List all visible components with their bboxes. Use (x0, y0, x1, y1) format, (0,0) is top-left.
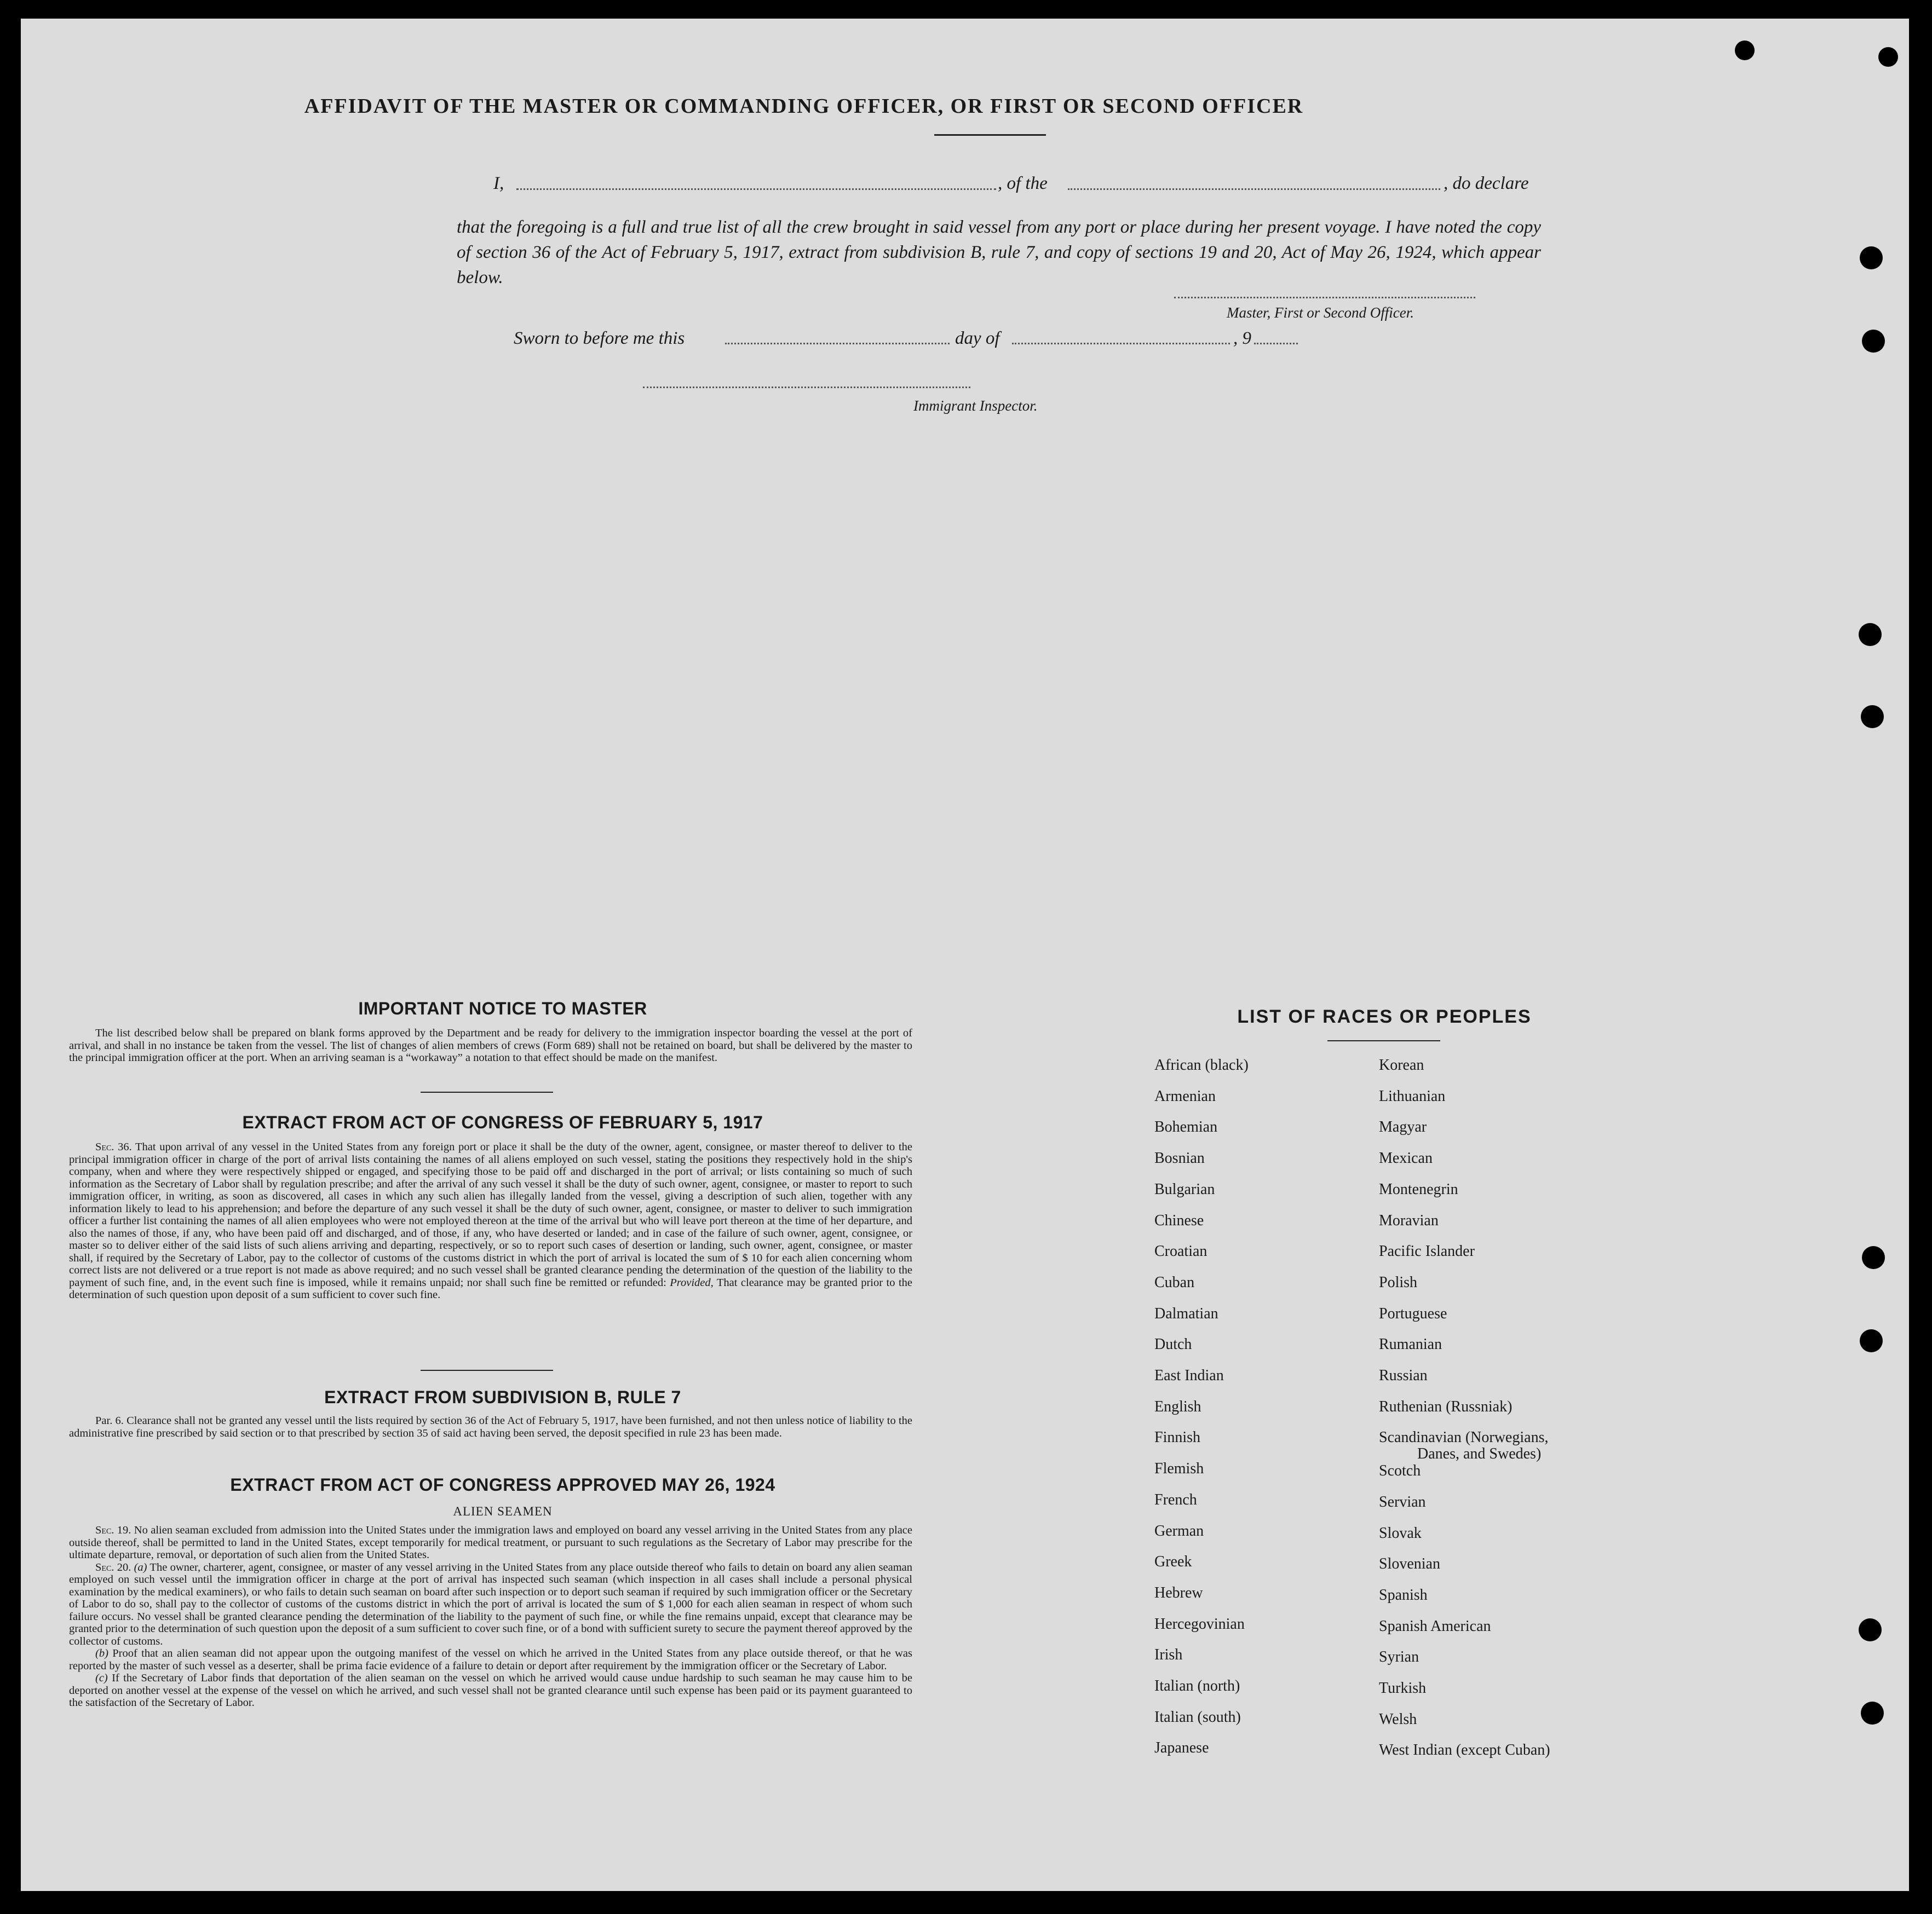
notice-title: IMPORTANT NOTICE TO MASTER (358, 999, 647, 1018)
race-item: Spanish (1379, 1586, 1428, 1604)
race-item: Lithuanian (1379, 1087, 1446, 1105)
race-item: Montenegrin (1379, 1180, 1458, 1198)
punch-hole (1862, 330, 1885, 353)
race-item: West Indian (except Cuban) (1379, 1742, 1550, 1759)
race-item: Finnish (1154, 1429, 1201, 1446)
race-item: Italian (north) (1154, 1677, 1240, 1694)
race-item: Spanish American (1379, 1617, 1491, 1635)
race-item: Polish (1379, 1273, 1418, 1291)
do-declare-label: , do declare (1444, 174, 1529, 193)
race-item: Irish (1154, 1646, 1183, 1664)
races-title: LIST OF RACES OR PEOPLES (1237, 1006, 1532, 1027)
race-item: Japanese (1154, 1739, 1209, 1757)
sworn-day-field[interactable] (725, 343, 950, 344)
race-item: Turkish (1379, 1680, 1427, 1697)
race-item: Scotch (1379, 1462, 1421, 1480)
punch-hole (1859, 623, 1882, 646)
race-item: Greek (1154, 1553, 1192, 1571)
race-item: Slovak (1379, 1524, 1422, 1542)
form-page (21, 19, 1909, 1891)
race-item: Armenian (1154, 1087, 1216, 1105)
races-title-underline (1327, 1040, 1440, 1041)
race-item: Magyar (1379, 1119, 1427, 1136)
extract-1917-text: Sec. 36. That upon arrival of any vessel in the United States from any foreign port or place it shall be the duty of the owner, agent, consignee, or master thereof to deliver to the principal immigration officer in charge of the port of arrival lists containing the names of all aliens employed on such vessel, stating the positions they respectively hold in the ship's company, when and where they were respectively shipped or engaged, and specifying those to be paid off and discharged in the port of arrival; or lists containing so much of such information as the Secretary of Labor shall by regulation prescribe; and after the arrival of any such vessel it shall be the duty of such owner, agent, consignee, or master to report to such immigration officer, in writing, as soon as discovered, all cases in which any such alien has illegally landed from the vessel, giving a description of such alien, together with any information likely to lead to his apprehension; and before the departure of any such vessel it shall be the duty of such owner, agent, consignee, or master to deliver to such immigration officer a further list containing the names of all alien employees who were not employed thereon at the time of the arrival but who will leave port thereon at the time of her departure, and also the names of those, if any, who have been paid off and discharged, and of those, if any, who have deserted or landed; and in case of the failure of such owner, agent, consignee, or master so to deliver either of the said lists of such aliens arriving and departing, respectively, or so to report such cases of desertion or landing, such owner, agent, consignee, or master shall, if required by the Secretary of Labor, pay to the collector of customs of the customs district in which the port of arrival is located the sum of $ 10 for each alien concerning whom correct lists are not delivered or a true report is not made as above required; and no such vessel shall be granted clearance pending the determination of the question of the liability to the payment of such fine, and, in the event such fine is imposed, while it remains unpaid; nor shall such fine be remitted or refunded: Provided, That clearance may be granted prior to the determination of such question upon deposit of a sum sufficient to cover such fine. (69, 1141, 912, 1301)
signature-label: Master, First or Second Officer. (1227, 304, 1414, 321)
declarant-label: I, (493, 174, 504, 193)
punch-hole (1878, 47, 1898, 67)
race-item: Bohemian (1154, 1119, 1218, 1136)
race-item: Mexican (1379, 1150, 1433, 1167)
punch-hole (1860, 246, 1883, 269)
sworn-label: Sworn to before me this (514, 328, 685, 348)
declarant-name-field[interactable] (516, 188, 996, 190)
extract-1924-text: Sec. 19. No alien seaman excluded from admission into the United States under the immigration laws and employed on board any vessel arriving in the United States from any place outside thereof, shall be permitted to land in the United States, except temporarily for medical treatment, or pursuant to such regulations as the Secretary of Labor may prescribe for the ultimate departure, removal, or deportation of such alien from the United States. Sec. 20. (a) The owner, charterer, agent, consignee, or master of any vessel arriving in the United States from any place outside thereof who fails to detain on board any alien seaman employed on such vessel until the immigration officer in charge at the port of arrival has inspected such seaman (which inspection in all cases shall include a personal physical examination by the medical examiners), or who fails to detain such seaman on board after such inspection or to deport such seaman if required by such immigration officer or the Secretary of Labor to do so, shall pay to the collector of customs of the customs district in which the port of arrival is located the sum of $ 1,000 for each alien seaman in respect of whom such failure occurs. No vessel shall be granted clearance pending the determination of the liability to the payment of such fine, or while the fine remains unpaid, except that clearance may be granted prior to the determination of such question upon the deposit of a sum sufficient to cover such fine, or of a bond with sufficient surety to secure the payment thereof approved by the collector of customs. (b) Proof that an alien seaman did not appear upon the outgoing manifest of the vessel on which he arrived in the United States from any place outside thereof, or that he was reported by the master of such vessel as a deserter, shall be prima facie evidence of a failure to detain or deport after requirement by the immigration officer or the Secretary of Labor. (c) If the Secretary of Labor finds that deportation of the alien seaman on the vessel on which he arrived would cause undue hardship to such seaman he may cause him to be deported on another vessel at the expense of the vessel on which he arrived, and such vessel shall not be granted clearance until such expense has been paid or its payment guaranteed to the satisfaction of the Secretary of Labor. (69, 1524, 913, 1709)
extract-1917-title: EXTRACT FROM ACT OF CONGRESS OF FEBRUARY 5, 1917 (242, 1112, 763, 1132)
punch-hole (1735, 41, 1755, 60)
inspector-label: Immigrant Inspector. (913, 397, 1038, 414)
vessel-name-field[interactable] (1068, 188, 1440, 190)
race-item: East Indian (1154, 1367, 1224, 1384)
race-item: Pacific Islander (1379, 1243, 1475, 1260)
race-item: Chinese (1154, 1212, 1204, 1229)
race-item: Croatian (1154, 1243, 1208, 1260)
race-item: African (black) (1154, 1057, 1249, 1074)
punch-hole (1862, 1246, 1885, 1269)
race-item: Slovenian (1379, 1555, 1440, 1573)
master-signature-field[interactable] (1174, 297, 1475, 298)
alien-seamen-subtitle: ALIEN SEAMEN (453, 1504, 553, 1518)
affidavit-body: that the foregoing is a full and true list of all the crew brought in said vessel from any port or place during her present voyage. I have noted the copy of section 36 of the Act of February 5, 1917, extract from subdivision B, rule 7, and copy of sections 19 and 20, Act of May 26, 1924, which appear below. (457, 217, 1541, 287)
race-item: Dutch (1154, 1336, 1192, 1353)
race-item: Flemish (1154, 1460, 1204, 1478)
punch-hole (1861, 705, 1884, 728)
extract-1924-title: EXTRACT FROM ACT OF CONGRESS APPROVED MAY 26, 1924 (230, 1475, 775, 1495)
race-item: Italian (south) (1154, 1708, 1241, 1726)
subdivision-b-title: EXTRACT FROM SUBDIVISION B, RULE 7 (324, 1387, 681, 1407)
race-item: Dalmatian (1154, 1305, 1218, 1322)
section-divider (421, 1370, 553, 1371)
day-of-label: day of (955, 328, 1000, 348)
notice-text: The list described below shall be prepared on blank forms approved by the Department and be ready for delivery to the immigration inspector boarding the vessel at the port of arrival, and shall in no instance be taken from the vessel. The list of changes of alien members of crews (Form 689) shall not be retained on board, but shall be delivered by the master to the principal immigration officer at the port. When an arriving seaman is a “workaway” a notation to that effect should be made on the manifest. (69, 1027, 912, 1064)
race-item: German (1154, 1522, 1204, 1540)
race-item: French (1154, 1491, 1197, 1508)
punch-hole (1861, 1702, 1884, 1725)
race-item: Portuguese (1379, 1305, 1447, 1322)
race-item: Hebrew (1154, 1584, 1203, 1601)
of-the-label: , of the (998, 174, 1048, 193)
inspector-signature-field[interactable] (643, 387, 970, 388)
race-item: Servian (1379, 1493, 1426, 1511)
sworn-month-field[interactable] (1012, 343, 1230, 344)
race-item: Syrian (1379, 1648, 1419, 1666)
title-underline (934, 134, 1046, 136)
race-item: English (1154, 1398, 1201, 1415)
sworn-year-prefix: , 9 (1233, 328, 1251, 348)
race-item: Welsh (1379, 1710, 1417, 1728)
punch-hole (1860, 1329, 1883, 1352)
race-item: Russian (1379, 1367, 1428, 1384)
race-item: Bosnian (1154, 1150, 1205, 1167)
race-item: Hercegovinian (1154, 1615, 1245, 1633)
race-item: Rumanian (1379, 1336, 1442, 1353)
race-item: Moravian (1379, 1212, 1439, 1229)
section-label: Sec. 36. (95, 1141, 132, 1153)
race-item: Bulgarian (1154, 1180, 1215, 1198)
punch-hole (1859, 1618, 1882, 1641)
race-item: Scandinavian (Norwegians, (1379, 1429, 1549, 1446)
race-item: Cuban (1154, 1273, 1195, 1291)
section-divider (421, 1092, 553, 1093)
subdivision-b-text: Par. 6. Clearance shall not be granted any vessel until the lists required by section 36 of the Act of February 5, 1917, have been furnished, and not then unless notice of liability to the administrative fine prescribed by said section or to that prescribed by section 35 of said act having been served, the deposit specified in rule 23 has been made. (69, 1415, 912, 1439)
race-item: Korean (1379, 1057, 1424, 1074)
sworn-year-field[interactable] (1254, 343, 1298, 344)
race-item-continuation: Danes, and Swedes) (1417, 1445, 1542, 1463)
affidavit-title: AFFIDAVIT OF THE MASTER OR COMMANDING OFFICER, OR FIRST OR SECOND OFFICER (304, 95, 1304, 118)
race-item: Ruthenian (Russniak) (1379, 1398, 1513, 1415)
